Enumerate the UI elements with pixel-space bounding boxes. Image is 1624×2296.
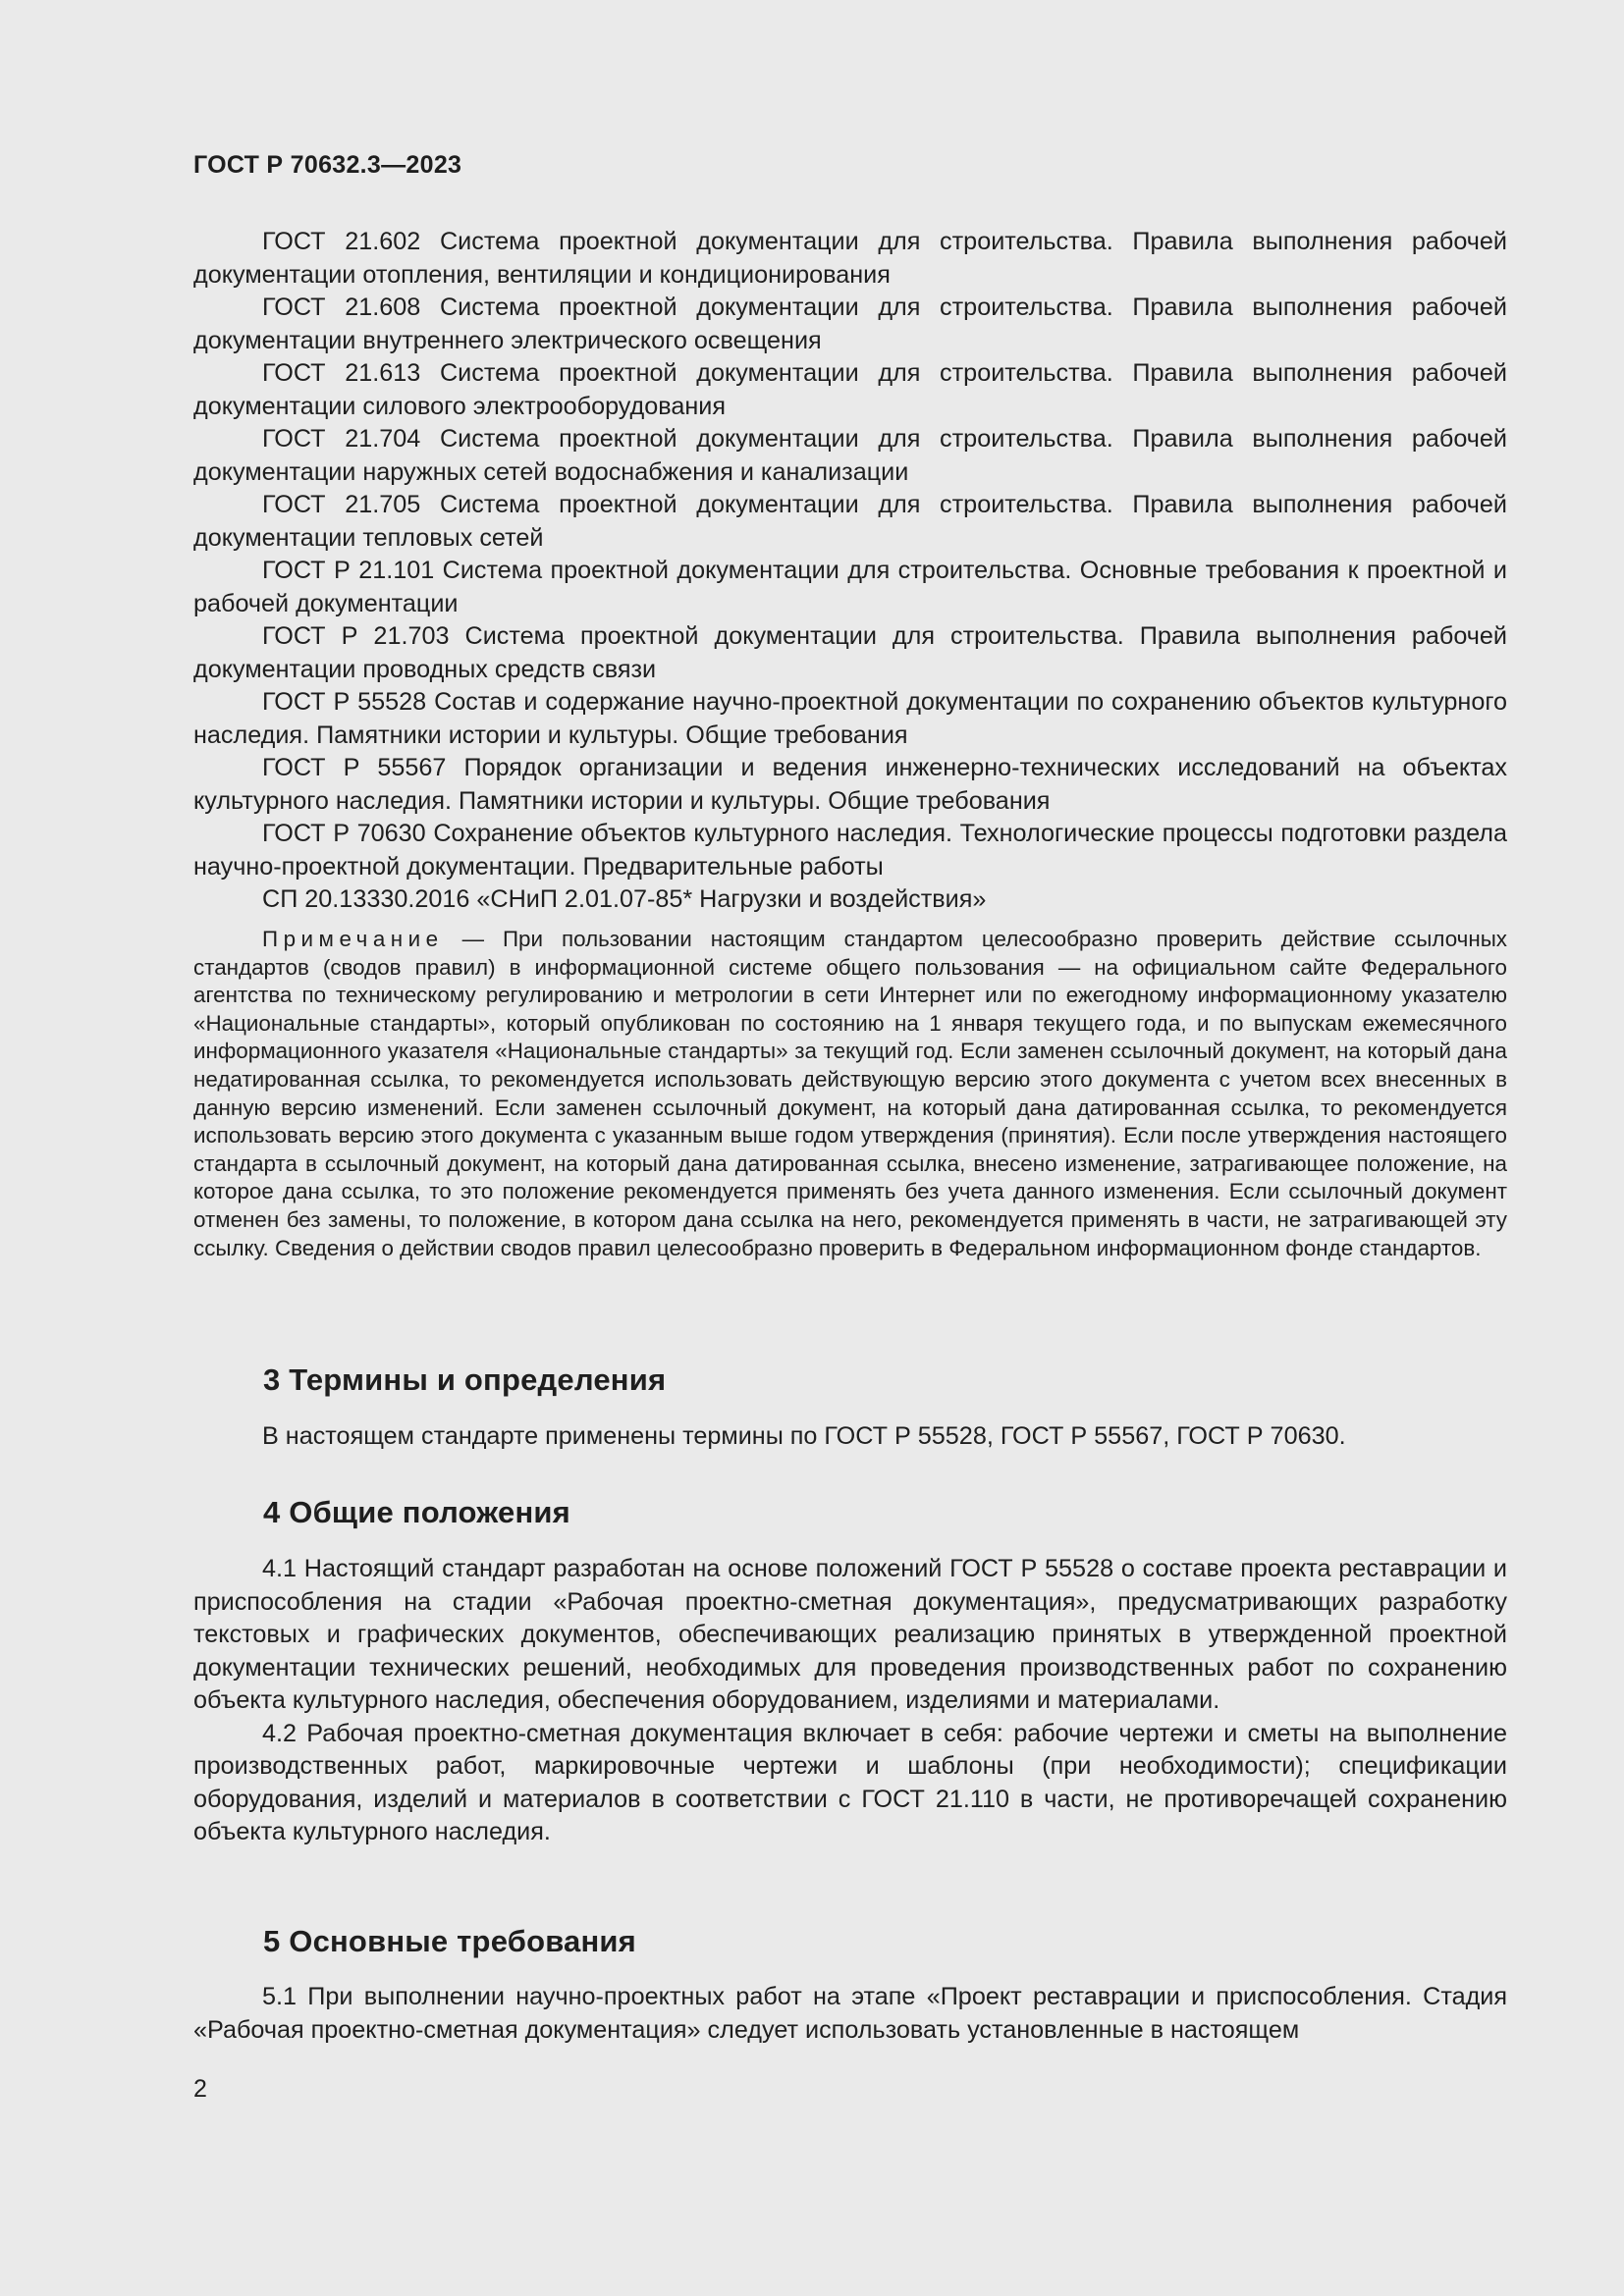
reference-item: ГОСТ 21.613 Система проектной документации для строительства. Правила выполнения рабочей документации силового электрооборудования	[193, 359, 1507, 420]
reference-item: ГОСТ 21.705 Система проектной документации для строительства. Правила выполнения рабочей документации тепловых сетей	[193, 491, 1507, 552]
page-number: 2	[193, 2075, 207, 2103]
reference-item: ГОСТ Р 55528 Состав и содержание научно-проектной документации по сохранению объектов культурного наследия. Памятники истории и культуры. Общие требования	[193, 688, 1507, 749]
section-4-paragraph-1: 4.1 Настоящий стандарт разработан на основе положений ГОСТ Р 55528 о составе проекта реставрации и приспособления на стадии «Рабочая проектно-сметная документация», предусматривающих разработку текстовых и графических документов, обеспечивающих реализацию принятых в утвержденной проектной документации технических решений, необходимых для проведения производственных работ по сохранению объекта культурного наследия, обеспечения оборудованием, изделиями и материалами.	[193, 1555, 1507, 1714]
section-4-body	[193, 1553, 1507, 1849]
section-3-body	[193, 1420, 1507, 1454]
section-3-text: В настоящем стандарте применены термины по ГОСТ Р 55528, ГОСТ Р 55567, ГОСТ Р 70630.	[262, 1422, 1346, 1450]
reference-item: ГОСТ 21.608 Система проектной документации для строительства. Правила выполнения рабочей документации внутреннего электрического освещения	[193, 294, 1507, 354]
reference-item: ГОСТ Р 21.703 Система проектной документации для строительства. Правила выполнения рабочей документации проводных средств связи	[193, 622, 1507, 683]
document-code-header: ГОСТ Р 70632.3—2023	[193, 151, 462, 179]
reference-item: СП 20.13330.2016 «СНиП 2.01.07-85* Нагрузки и воздействия»	[262, 885, 987, 913]
note-paragraph	[193, 926, 1507, 1262]
note-text: — При пользовании настоящим стандартом целесообразно проверить действие ссылочных стандартов (сводов правил) в информационной системе общего пользования — на официальном сайте Федерального агентства по техническому регулированию и метрологии в сети Интернет или по ежегодному информационному указателю «Национальные стандарты», который опубликован по состоянию на 1 января текущего года, и по выпускам ежемесячного информационного указателя «Национальные стандарты» за текущий год. Если заменен ссылочный документ, на который дана недатированная ссылка, то рекомендуется использовать действующую версию этого документа с учетом всех внесенных в данную версию изменений. Если заменен ссылочный документ, на который дана датированная ссылка, то рекомендуется использовать версию этого документа с указанным выше годом утверждения (принятия). Если после утверждения настоящего стандарта в ссылочный документ, на который дана датированная ссылка, внесено изменение, затрагивающее положение, на которое дана ссылка, то это положение рекомендуется применять без учета данного изменения. Если ссылочный документ отменен без замены, то положение, в котором дана ссылка на него, рекомендуется применять в части, не затрагивающей эту ссылку. Сведения о действии сводов правил целесообразно проверить в Федеральном информационном фонде стандартов.	[193, 927, 1507, 1260]
section-5-paragraph-1: 5.1 При выполнении научно-проектных работ на этапе «Проект реставрации и приспособления. Стадия «Рабочая проектно-сметная документация» следует использовать установленные в настоящем	[193, 1983, 1507, 2044]
reference-item: ГОСТ Р 70630 Сохранение объектов культурного наследия. Технологические процессы подготовки раздела научно-проектной документации. Предварительные работы	[193, 820, 1507, 881]
reference-item: ГОСТ Р 55567 Порядок организации и ведения инженерно-технических исследований на объектах культурного наследия. Памятники истории и культуры. Общие требования	[193, 754, 1507, 815]
section-3-title: 3 Термины и определения	[263, 1362, 667, 1397]
normative-references-list	[193, 226, 1507, 917]
reference-item: ГОСТ 21.602 Система проектной документации для строительства. Правила выполнения рабочей документации отопления, вентиляции и кондиционирования	[193, 228, 1507, 289]
section-4-paragraph-2: 4.2 Рабочая проектно-сметная документация включает в себя: рабочие чертежи и сметы на выполнение производственных работ, маркировочные чертежи и шаблоны (при необходимости); спецификации оборудования, изделий и материалов в соответствии с ГОСТ 21.110 в части, не противоречащей сохранению объекта культурного наследия.	[193, 1719, 1507, 1845]
note-label: Примечание	[262, 927, 444, 951]
section-5-body	[193, 1981, 1507, 2047]
section-4-title: 4 Общие положения	[263, 1495, 570, 1529]
reference-item: ГОСТ Р 21.101 Система проектной документации для строительства. Основные требования к проектной и рабочей документации	[193, 557, 1507, 617]
section-5-title: 5 Основные требования	[263, 1924, 636, 1958]
reference-item: ГОСТ 21.704 Система проектной документации для строительства. Правила выполнения рабочей документации наружных сетей водоснабжения и канализации	[193, 425, 1507, 486]
